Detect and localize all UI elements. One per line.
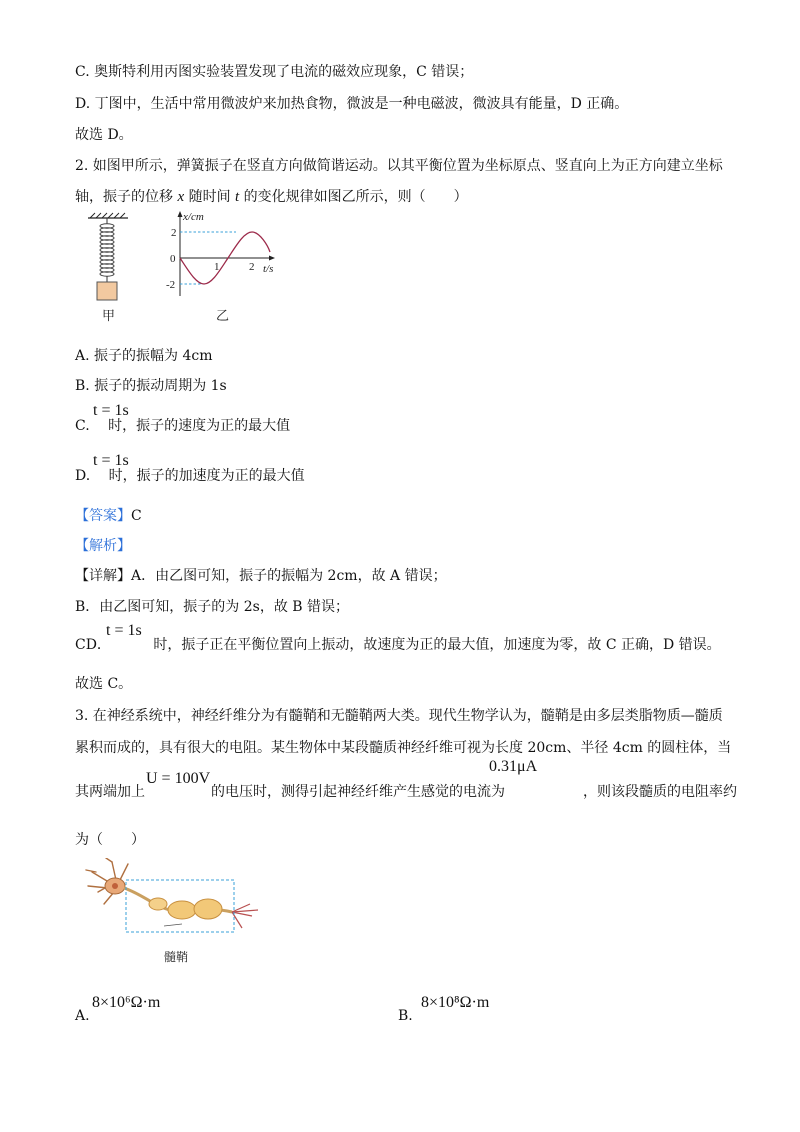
var-t: t [235, 189, 240, 205]
ceiling-hatch [90, 213, 125, 218]
detail-a-text: A．由乙图可知，振子的振幅为 2cm，故 A 错误； [131, 568, 447, 584]
detail-label: 【详解】 [75, 568, 131, 584]
displacement-time-graph [160, 208, 290, 323]
detail-cd-text: 时，振子正在平衡位置向上振动，故速度为正的最大值，加速度为零，故 C 正确，D 错误。 [153, 637, 721, 653]
tick-t2: 2 [249, 261, 255, 273]
y-axis-label: x/cm [183, 211, 204, 223]
detail-cd-prefix: CD． [75, 637, 111, 653]
tick-0: 0 [170, 253, 176, 265]
q2-option-d-math: t = 1s [93, 452, 129, 469]
tick-2: 2 [171, 227, 177, 239]
q2-stem-text: 的变化规律如图乙所示，则（ ） [239, 189, 468, 205]
q3-text: 的电压时，测得引起神经纤维产生感觉的电流为 [211, 784, 505, 800]
q3-option-b-math: 8×10⁸Ω·m [421, 994, 490, 1011]
tick-neg2: -2 [166, 279, 176, 291]
answer-line [75, 506, 142, 526]
myelin-label: 髓鞘 [164, 950, 189, 964]
q3-option-a: A. [75, 1008, 90, 1024]
math-voltage: U = 100V [146, 770, 211, 787]
q3-text: ，则该段髓质的电阻率约 [583, 784, 737, 800]
label-yi: 乙 [216, 308, 230, 323]
q2-conclusion: 故选 C。 [75, 676, 133, 692]
q3-stem-line4: 为（ ） [75, 832, 145, 848]
axon-terminals [232, 904, 258, 928]
q3-option-b: B. [398, 1008, 413, 1024]
q2-option-a: A. 振子的振幅为 4cm [75, 348, 213, 364]
q2-stem-text: 随时间 [184, 189, 236, 205]
detail-cd [75, 635, 721, 655]
x-axis-arrow [269, 256, 275, 261]
q3-option-a-math: 8×10⁶Ω·m [92, 994, 161, 1011]
analysis-label: 【解析】 [75, 538, 131, 554]
leader-line [164, 924, 182, 926]
q2-option-b: B. 振子的振动周期为 1s [75, 378, 227, 394]
answer-label: 【答案】 [75, 508, 131, 524]
spring-coils [100, 224, 114, 276]
option-text: 时，振子的加速度为正的最大值 [108, 468, 305, 484]
q2-stem-text: 轴，振子的位移 [75, 189, 178, 205]
option-prefix: D. [75, 468, 91, 484]
spring-oscillator-figure [84, 210, 134, 325]
detail-b: B．由乙图可知，振子的为 2s，故 B 错误； [75, 599, 350, 615]
detail-a [75, 566, 447, 586]
x-axis-label: t/s [263, 263, 274, 275]
detail-cd-math: t = 1s [106, 622, 142, 639]
q2-stem-line2 [75, 187, 468, 207]
text-line-c: C. 奥斯特利用丙图实验装置发现了电流的磁效应现象，C 错误； [75, 64, 474, 80]
nucleus [112, 883, 118, 889]
y-axis-arrow [178, 211, 183, 217]
q3-stem-line1: 3. 在神经系统中，神经纤维分为有髓鞘和无髓鞘两大类。现代生物学认为，髓鞘是由多层类脂物质—髓质 [75, 708, 723, 724]
text-line-conclusion: 故选 D。 [75, 127, 133, 143]
q2-option-c-math: t = 1s [93, 402, 129, 419]
q3-text: 其两端加上 [75, 784, 145, 800]
answer-value: C [131, 508, 142, 524]
oscillator-block [97, 282, 117, 300]
neuron-figure [82, 858, 272, 968]
var-x: x [177, 189, 185, 205]
tick-t1: 1 [214, 261, 220, 273]
q2-stem-line1: 2. 如图甲所示，弹簧振子在竖直方向做简谐运动。以其平衡位置为坐标原点、竖直向上为正方向建立坐标 [75, 158, 723, 174]
math-current: 0.31μA [489, 758, 538, 775]
option-text: 时，振子的速度为正的最大值 [108, 418, 291, 434]
myelin-segment-1 [168, 901, 196, 919]
option-prefix: C. [75, 418, 90, 434]
text-line-d: D. 丁图中，生活中常用微波炉来加热食物，微波是一种电磁波，微波具有能量，D 正确。 [75, 96, 629, 112]
q3-stem-line2: 累积而成的，具有很大的电阻。某生物体中某段髓质神经纤维可视为长度 20cm、半径 4cm 的圆柱体，当 [75, 740, 732, 756]
myelin-segment-2 [194, 899, 222, 919]
label-jia: 甲 [102, 308, 116, 323]
myelin-segment-0 [149, 898, 167, 910]
